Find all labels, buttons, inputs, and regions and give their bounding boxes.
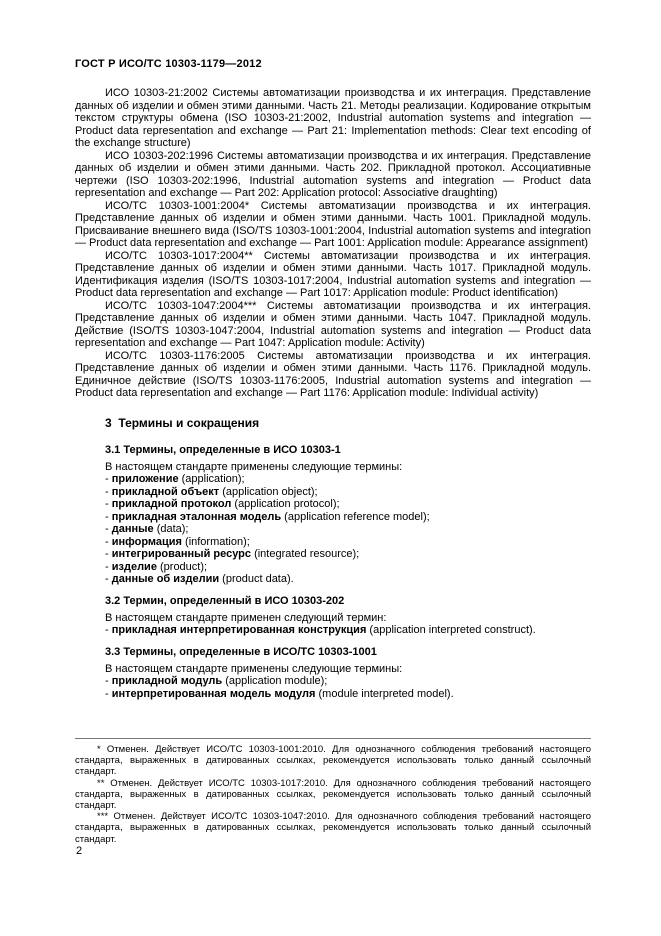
term-dash: - bbox=[105, 548, 112, 560]
subsection-3-3 bbox=[75, 646, 591, 701]
term-name: интегрированный ресурс bbox=[111, 548, 252, 560]
term-item bbox=[75, 498, 591, 511]
term-name: прикладной протокол bbox=[111, 498, 232, 510]
term-translation: (application reference model); bbox=[281, 510, 430, 523]
term-translation: (data); bbox=[153, 523, 189, 535]
term-dash: - bbox=[105, 675, 112, 687]
term-translation: (product); bbox=[156, 560, 208, 573]
term-item bbox=[75, 561, 591, 574]
term-item bbox=[75, 688, 591, 701]
subsection-3-2-intro: В настоящем стандарте применен следующий термин: bbox=[105, 611, 387, 624]
term-translation: (information); bbox=[181, 535, 250, 548]
term-name: данные об изделии bbox=[111, 573, 220, 585]
reference-paragraph: ИСО 10303-21:2002 Системы автоматизации производства и их интеграция. Представление данных об изделии и обмен этими данными. Часть 21. Методы реализации. Кодирование открытым текстом структуры обмена (ISO 10303-21:2002, Industrial automation systems and integration — Product data representation and exchange — Part 21: Implementation methods: Clear text encoding of the exchange structure) bbox=[75, 87, 591, 149]
term-dash: - bbox=[105, 485, 112, 498]
term-name: прикладной модуль bbox=[111, 675, 223, 687]
term-name: данные bbox=[111, 523, 154, 535]
term-item bbox=[75, 511, 591, 524]
term-translation: (product data). bbox=[219, 573, 294, 585]
subsection-3-2-title: 3.2 Термин, определенный в ИСО 10303-202 bbox=[105, 594, 345, 607]
subsection-3-1-title: 3.1 Термины, определенные в ИСО 10303-1 bbox=[105, 443, 341, 456]
term-dash: - bbox=[105, 535, 112, 548]
term-item bbox=[75, 523, 591, 536]
term-name: информация bbox=[111, 535, 182, 548]
footnote: *** Отменен. Действует ИСО/ТС 10303-1047:2010. Для однозначного соблюдения требований настоящего стандарта, выраженных в датированных ссылках, рекомендуется использовать только данный ссылочный стандарт. bbox=[75, 811, 591, 845]
document-header: ГОСТ Р ИСО/ТС 10303-1179—2012 bbox=[75, 58, 262, 70]
term-translation: (application interpreted construct). bbox=[366, 624, 536, 636]
footnote: * Отменен. Действует ИСО/ТС 10303-1001:2010. Для однозначного соблюдения требований настоящего стандарта, выраженных в датированных ссылках, рекомендуется использовать только данный ссылочный стандарт. bbox=[75, 744, 591, 778]
term-dash: - bbox=[105, 473, 112, 485]
section-3-title: 3 Термины и сокращения bbox=[105, 415, 260, 430]
term-name: прикладной объект bbox=[111, 485, 220, 498]
term-dash: - bbox=[105, 510, 112, 523]
term-translation: (integrated resource); bbox=[251, 548, 360, 560]
reference-paragraph: ИСО/ТС 10303-1001:2004* Системы автоматизации производства и их интеграция. Представление данных об изделии и обмен этими данными. Часть 1001. Прикладной модуль. Присваивание внешнего вида (ISO/TS 10303-1001:2004, Industrial automation systems and integration — Product data representation and exchange — Part 1001: Application module: Appearance assignment) bbox=[75, 199, 591, 249]
term-item bbox=[75, 486, 591, 499]
reference-paragraph: ИСО 10303-202:1996 Системы автоматизации производства и их интеграция. Представление данных об изделии и обмен этими данными. Часть 202. Прикладной протокол. Ассоциативные чертежи (ISO 10303-202:1996, Industrial automation systems and integration — Product data representation and exchange — Part 202: Application protocol: Associative draughting) bbox=[75, 149, 591, 199]
term-translation: (application object); bbox=[219, 485, 318, 498]
term-dash: - bbox=[105, 624, 112, 636]
page-number: 2 bbox=[76, 845, 83, 857]
term-dash: - bbox=[105, 523, 112, 535]
term-name: прикладная интерпретированная конструкция bbox=[111, 624, 367, 636]
term-item bbox=[75, 473, 591, 486]
reference-paragraph: ИСО/ТС 10303-1017:2004** Системы автоматизации производства и их интеграция. Представление данных об изделии и обмен этими данными. Часть 1017. Прикладной модуль. Идентификация изделия (ISO/TS 10303-1017:2004, Industrial automation systems and integration — Product data representation and exchange — Part 1017: Application module: Product identification) bbox=[75, 249, 591, 299]
reference-paragraph: ИСО/ТС 10303-1176:2005 Системы автоматизации производства и их интеграция. Представление данных об изделии и обмен этими данными. Часть 1176. Прикладной модуль. Единичное действие (ISO/TS 10303-1176:2005, Industrial automation systems and integration — Product data representation and exchange — Part 1176: Application module: Individual activity) bbox=[75, 349, 591, 399]
term-name: прикладная эталонная модель bbox=[111, 510, 282, 523]
term-dash: - bbox=[105, 498, 112, 510]
subsection-3-1-intro: В настоящем стандарте применены следующие термины: bbox=[105, 460, 403, 473]
term-translation: (application protocol); bbox=[231, 498, 340, 510]
term-item bbox=[75, 675, 591, 688]
subsection-3-1 bbox=[75, 444, 591, 586]
subsection-3-3-title: 3.3 Термины, определенные в ИСО/ТС 10303-1001 bbox=[105, 645, 377, 658]
term-dash: - bbox=[105, 560, 112, 573]
subsection-3-2 bbox=[75, 595, 591, 637]
term-translation: (application); bbox=[178, 473, 245, 485]
term-dash: - bbox=[105, 573, 112, 585]
term-translation: (module interpreted model). bbox=[315, 687, 454, 700]
term-dash: - bbox=[105, 687, 112, 700]
references-block bbox=[75, 87, 591, 400]
footnote: ** Отменен. Действует ИСО/ТС 10303-1017:2010. Для однозначного соблюдения требований настоящего стандарта, выраженных в датированных ссылках, рекомендуется использовать только данный ссылочный стандарт. bbox=[75, 777, 591, 812]
subsection-3-3-intro: В настоящем стандарте применены следующие термины: bbox=[105, 662, 403, 675]
footnotes-area bbox=[75, 738, 591, 845]
term-name: приложение bbox=[111, 473, 179, 485]
term-item bbox=[75, 624, 591, 637]
reference-paragraph: ИСО/ТС 10303-1047:2004*** Системы автоматизации производства и их интеграция. Представление данных об изделии и обмен этими данными. Часть 1047. Прикладной модуль. Действие (ISO/TS 10303-1047:2004, Industrial automation systems and integration — Product data representation and exchange — Part 1047: Application module: Activity) bbox=[75, 299, 591, 349]
term-name: интерпретированная модель модуля bbox=[111, 687, 316, 700]
term-item bbox=[75, 573, 591, 586]
term-name: изделие bbox=[111, 560, 157, 573]
term-translation: (application module); bbox=[222, 675, 328, 687]
term-item bbox=[75, 548, 591, 561]
term-item bbox=[75, 536, 591, 549]
